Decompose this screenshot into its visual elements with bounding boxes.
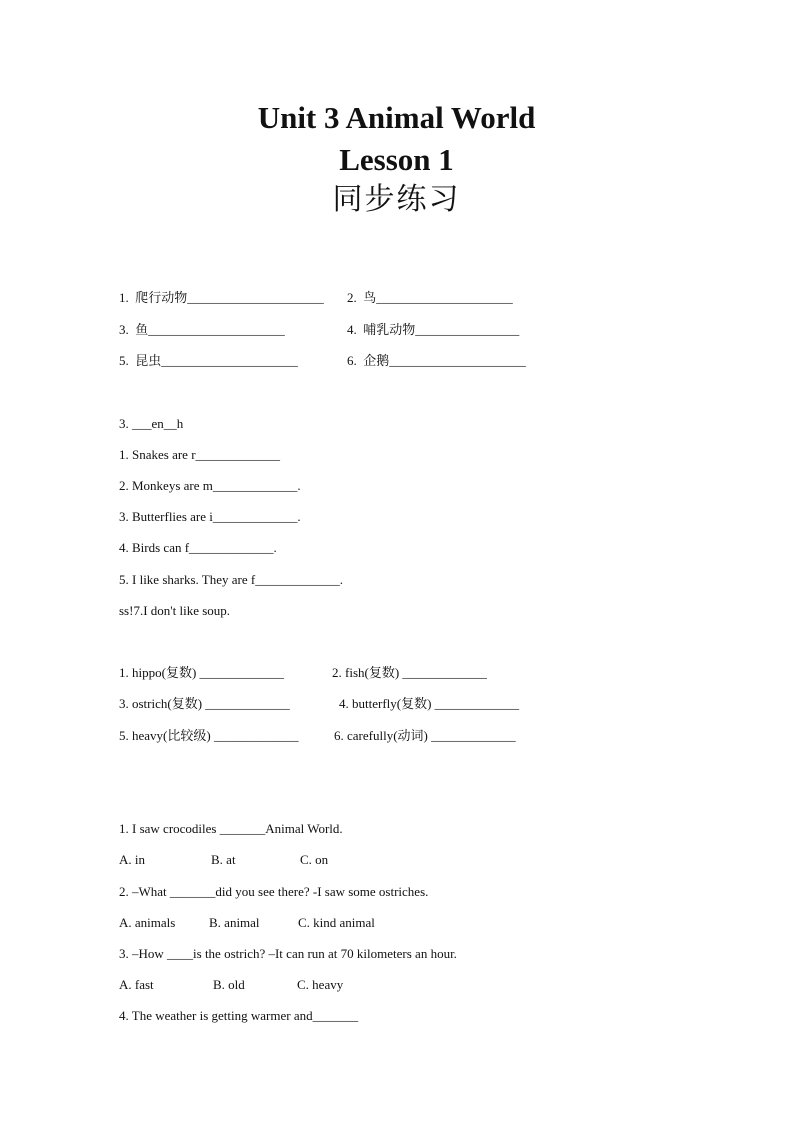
spelling-item: 2. Monkeys are m_____________. bbox=[119, 478, 301, 493]
title-lesson: Lesson 1 bbox=[339, 142, 454, 177]
vocab-item: 2. 鸟_____________________ bbox=[347, 290, 513, 305]
vocab-item: 1. 爬行动物_____________________ bbox=[119, 290, 324, 305]
vocab-item: 4. 哺乳动物________________ bbox=[347, 322, 520, 337]
option-b: B. at bbox=[211, 852, 236, 867]
spelling-item: ss!7.I don't like soup. bbox=[119, 603, 231, 618]
spelling-item: 3. Butterflies are i_____________. bbox=[119, 509, 301, 524]
form-item: 5. heavy(比较级) _____________ bbox=[119, 728, 299, 743]
question: 2. –What _______did you see there? -I saw some ostriches. bbox=[119, 884, 429, 899]
vocab-item: 5. 昆虫_____________________ bbox=[119, 353, 298, 368]
form-item: 2. fish(复数) _____________ bbox=[332, 665, 487, 680]
vocab-item: 6. 企鹅_____________________ bbox=[347, 353, 526, 368]
option-c: C. on bbox=[300, 852, 329, 867]
form-item: 6. carefully(动词) _____________ bbox=[334, 728, 516, 743]
option-a: A. animals bbox=[119, 915, 176, 930]
title-chinese: 同步练习 bbox=[332, 183, 461, 216]
question: 4. The weather is getting warmer and_______ bbox=[119, 1008, 359, 1023]
form-item: 3. ostrich(复数) _____________ bbox=[119, 696, 290, 711]
form-item: 1. hippo(复数) _____________ bbox=[119, 665, 285, 680]
vocab-item: 3. 鱼_____________________ bbox=[119, 322, 285, 337]
option-a: A. fast bbox=[119, 977, 154, 992]
form-item: 4. butterfly(复数) _____________ bbox=[339, 696, 520, 711]
title-unit: Unit 3 Animal World bbox=[257, 100, 536, 135]
spelling-item: 5. I like sharks. They are f_____________. bbox=[119, 572, 343, 587]
spelling-item: 3. ___en__h bbox=[119, 416, 184, 431]
option-c: C. kind animal bbox=[298, 915, 375, 930]
spelling-item: 4. Birds can f_____________. bbox=[119, 540, 277, 555]
option-b: B. animal bbox=[209, 915, 260, 930]
option-c: C. heavy bbox=[297, 977, 344, 992]
option-a: A. in bbox=[119, 852, 145, 867]
question: 3. –How ____is the ostrich? –It can run at 70 kilometers an hour. bbox=[119, 946, 457, 961]
spelling-item: 1. Snakes are r_____________ bbox=[119, 447, 281, 462]
question: 1. I saw crocodiles _______Animal World. bbox=[119, 821, 343, 836]
option-b: B. old bbox=[213, 977, 245, 992]
